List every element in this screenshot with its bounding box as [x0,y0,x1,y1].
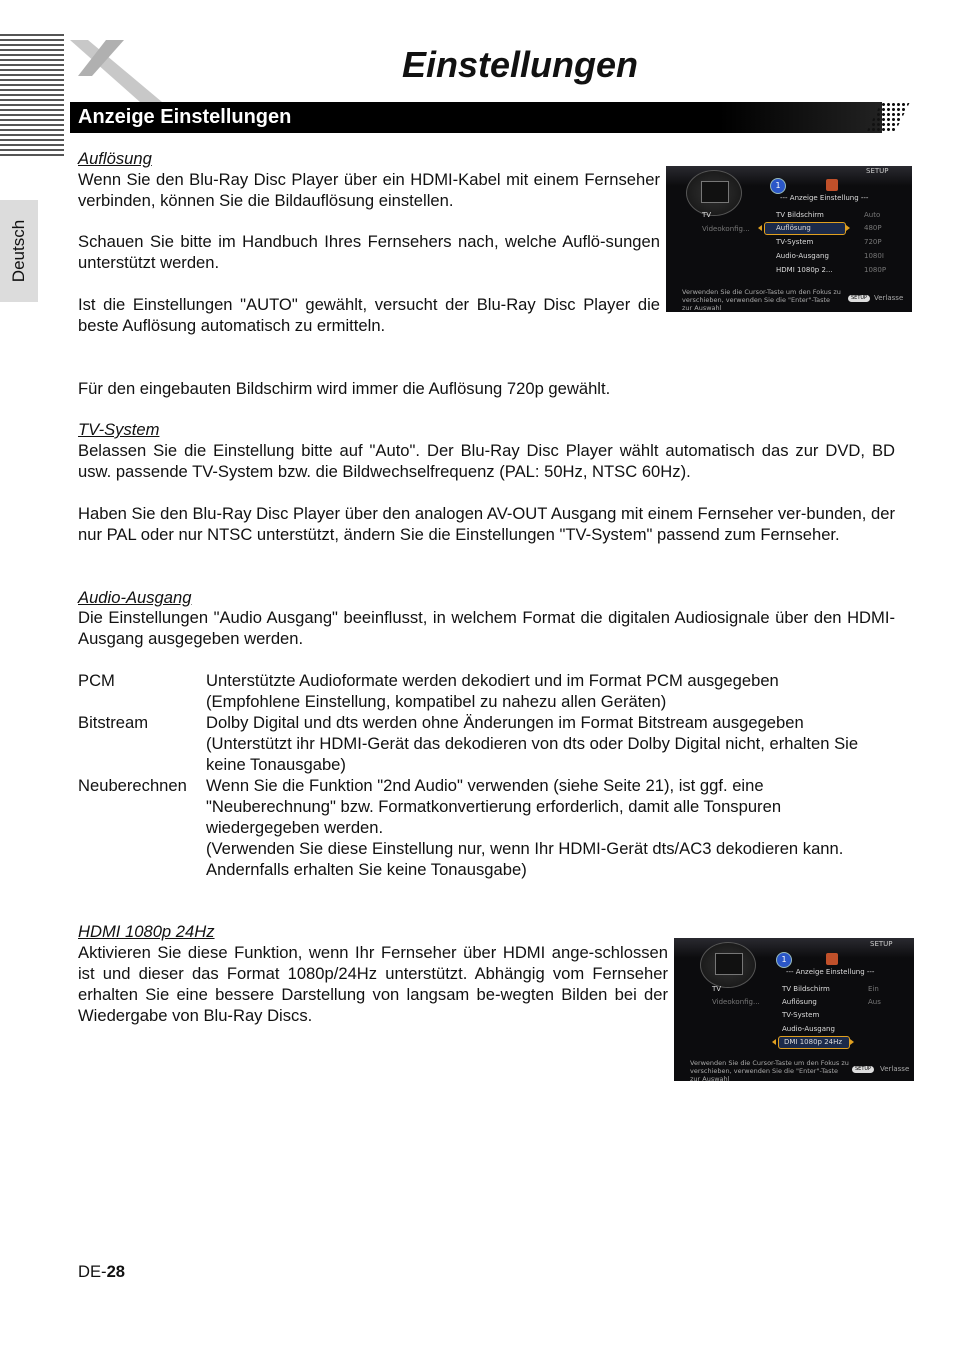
aufloesung-paragraph-1: Wenn Sie den Blu-Ray Disc Player über ein HDMI-Kabel mit einem Fernseher verbinden, können Sie die Bildauflösung einstellen. [78,170,660,210]
tvsystem-heading: TV-System [78,420,160,439]
hdmi-heading: HDMI 1080p 24Hz [78,922,215,941]
tvsystem-paragraph-1: Belassen Sie die Einstellung bitte auf "Auto". Der Blu-Ray Disc Player wählt automatisch das zur DVD, BD usw. passende TV-System bzw. die Bildwechselfrequenz (PAL: 50Hz, NTSC 60Hz). [78,441,895,481]
aufloesung-paragraph-2: Schauen Sie bitte im Handbuch Ihres Fernsehers nach, welche Auflö-sungen unterstützt werden. [78,232,660,272]
setup-screenshot-aufloesung: 1 SETUP --- Anzeige Einstellung --- TV Videokonfig... TV Bildschirm Auflösung TV-System Audio-Ausgang HDMI 1080p 2... Auto 480P 720P 1080I 1080P Verwenden Sie die Cursor-Taste um den Fokus zu verschieben, verwenden Sie die "Enter"-Taste zur Auswahl SETUP Verlasse [666,166,912,312]
audio-option-label: PCM [78,671,115,690]
audio-option-desc: Wenn Sie die Funktion "2nd Audio" verwenden (siehe Seite 21), ist ggf. eine "Neuberechnung" bzw. Formatkonvertierung erforderlich, damit alle Tonspuren wiedergegeben werden. (Verwenden Sie diese Einstellung nur, wenn Ihr HDMI-Gerät dts/AC3 dekodieren kann. Andernfalls erhalten Sie keine Tonausgabe) [206,776,844,879]
language-tab [0,200,38,302]
audio-option-label: Neuberechnen [78,776,187,795]
setup-screenshot-hdmi: 1 SETUP --- Anzeige Einstellung --- TV Videokonfig... TV Bildschirm Auflösung TV-System Audio-Ausgang DMI 1080p 24Hz Ein Aus Verwenden Sie die Cursor-Taste um den Fokus zu verschieben, verwenden Sie die "Enter"-Taste zur Auswahl SETUP Verlasse [674,938,914,1081]
audio-option-label: Bitstream [78,713,149,732]
tvsystem-paragraph-2: Haben Sie den Blu-Ray Disc Player über den analogen AV-OUT Ausgang mit einem Fernseher ver-bunden, der nur PAL oder nur NTSC unterstützt, ändern Sie die Einstellungen "TV-System" passend zum Fernseher. [78,504,895,544]
header-stripes [0,34,64,158]
audio-option-desc: Dolby Digital und dts werden ohne Änderungen im Format Bitstream ausgegeben (Unterstützt ihr HDMI-Gerät das dekodieren von dts oder Dolby Digital nicht, erhalten Sie keine Tonausgabe) [206,713,859,774]
section-header-bar [70,102,882,133]
audio-paragraph-1: Die Einstellungen "Audio Ausgang" beeinflusst, in welchem Format die digitalen Audiosignale über den HDMI-Ausgang ausgegeben werden. [78,608,895,648]
page-number-value: 28 [106,1262,126,1281]
page-number [78,1262,125,1282]
aufloesung-paragraph-3: Ist die Einstellungen "AUTO" gewählt, versucht der Blu-Ray Disc Player die beste Auflösung automatisch zu ermitteln. [78,295,660,335]
audio-option-desc: Unterstützte Audioformate werden dekodiert und im Format PCM ausgegeben (Empfohlene Einstellung, kompatibel zu nahezu allen Geräten) [206,671,779,711]
hdmi-paragraph-1: Aktivieren Sie diese Funktion, wenn Ihr Fernseher über HDMI ange-schlossen ist und dieser das Format 1080p/24Hz unterstützt. Abhängig vom Fernseher erhalten Sie eine bessere Darstellung von langsam be-wegten Bilden bei der Wiedergabe von Blu-Ray Discs. [78,943,668,1025]
brand-logo-icon [66,36,166,106]
language-tab-label: Deutsch [9,219,28,283]
page-title: Einstellungen [402,44,639,85]
page-prefix: DE- [78,1262,107,1281]
aufloesung-paragraph-4: Für den eingebauten Bildschirm wird immer die Auflösung 720p gewählt. [78,379,611,398]
section-title: Anzeige Einstellungen [78,106,292,128]
aufloesung-heading: Auflösung [78,149,152,168]
audio-heading: Audio-Ausgang [78,588,192,607]
